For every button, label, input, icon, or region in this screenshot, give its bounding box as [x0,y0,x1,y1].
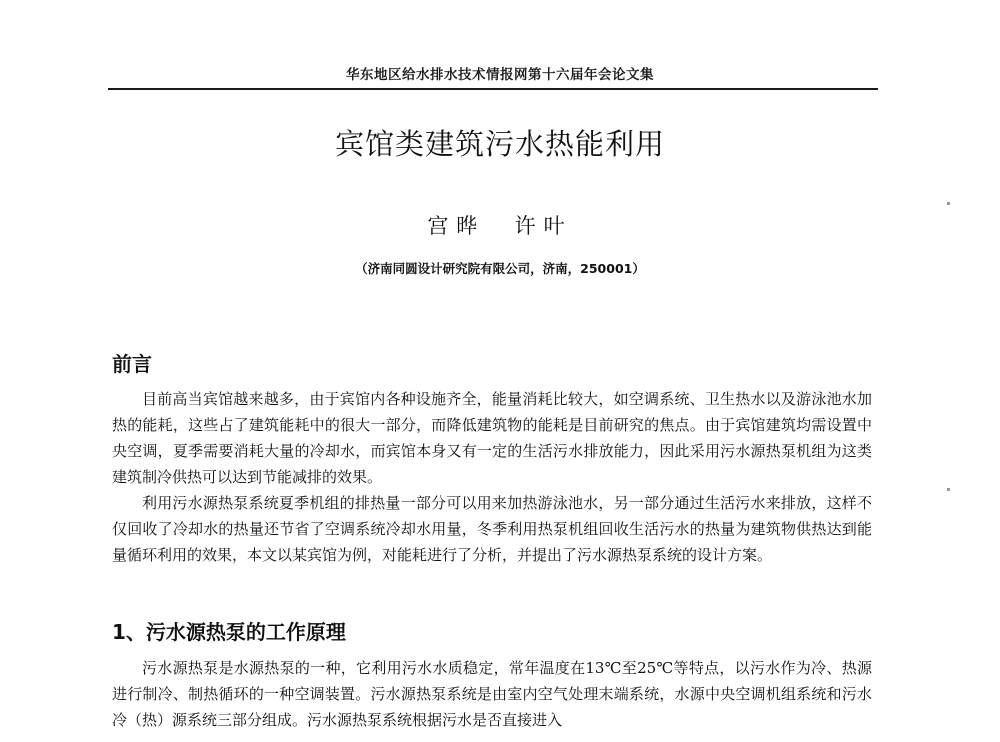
section-heading-preface: 前言 [112,352,152,376]
authors: 宫晔 许叶 [427,214,573,238]
paragraph: 利用污水源热泵系统夏季机组的排热量一部分可以用来加热游泳池水，另一部分通过生活污水来排放，这样不仅回收了冷却水的热量还节省了空调系统冷却水用量，冬季利用热泵机组回收生活污水的热量为建筑物供热达到能量循环利用的效果，本文以某宾馆为例，对能耗进行了分析，并提出了污水源热泵系统的设计方案。 [112,494,872,564]
scan-speck [947,488,950,491]
paragraph: 污水源热泵是水源热泵的一种，它利用污水水质稳定，常年温度在13℃至25℃等特点，以污水作为冷、热源进行制冷、制热循环的一种空调装置。污水源热泵系统是由室内空气处理末端系统，水源中央空调机组系统和污水冷（热）源系统三部分组成。污水源热泵系统根据污水是否直接进入 [112,659,872,729]
paper-title: 宾馆类建筑污水热能利用 [334,127,665,161]
running-header: 华东地区给水排水技术情报网第十六届年会论文集 [346,67,654,83]
scan-speck [947,202,950,205]
section-heading-working-principle: 1、污水源热泵的工作原理 [112,620,346,644]
affiliation: （济南同圆设计研究院有限公司，济南，250001） [355,261,645,276]
paragraph: 目前高当宾馆越来越多，由于宾馆内各种设施齐全，能量消耗比较大，如空调系统、卫生热水以及游泳池水加热的能耗，这些占了建筑能耗中的很大一部分，而降低建筑物的能耗是目前研究的焦点。由于宾馆建筑均需设置中央空调，夏季需要消耗大量的冷却水，而宾馆本身又有一定的生活污水排放能力，因此采用污水源热泵机组为这类建筑制冷供热可以达到节能减排的效果。 [112,390,872,486]
header-rule [108,88,878,90]
